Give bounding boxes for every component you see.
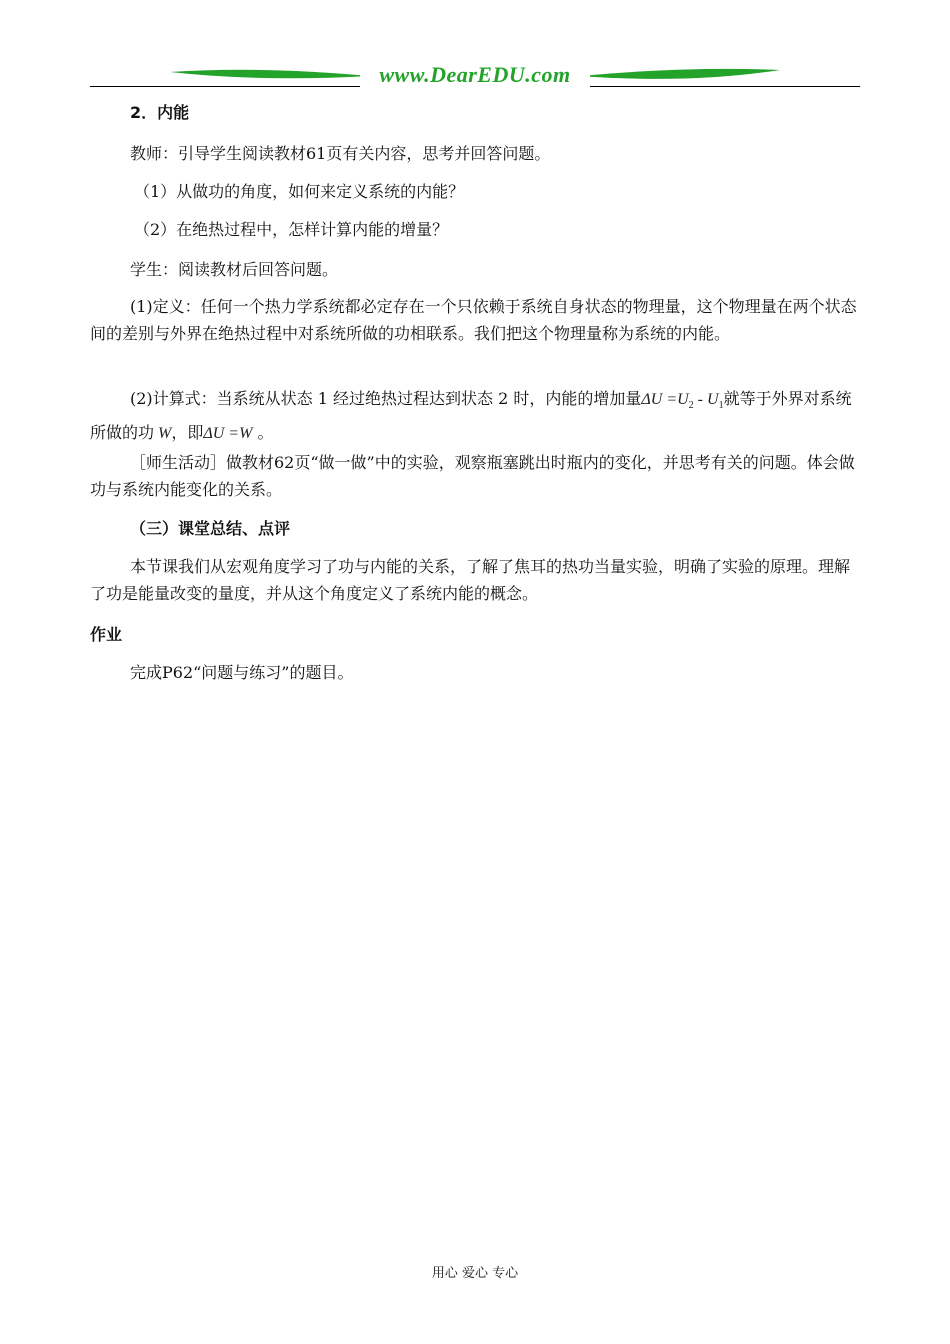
section-title-summary: （三）课堂总结、点评 — [130, 519, 291, 538]
formula-sub: 1 — [718, 400, 724, 412]
question-2: （2）在绝热过程中，怎样计算内能的增量？ — [134, 220, 449, 239]
summary-paragraph: 本节课我们从宏观角度学习了功与内能的关系，了解了焦耳的热功当量实验，明确了实验的原理。理解了功是能量改变的量度，并从这个角度定义了系统内能的概念。 — [90, 557, 851, 603]
student-answer-intro: 学生：阅读教材后回答问题。 — [130, 260, 339, 279]
formula-part: ΔU =U — [641, 391, 689, 408]
work-symbol: W — [154, 425, 172, 443]
logo-text: www.DearEDU.com — [360, 62, 590, 88]
formula-delta-u-equals-w: ΔU =W — [203, 425, 253, 443]
formula-sub: 2 — [688, 400, 694, 412]
calculation-paragraph — [90, 385, 860, 447]
formula-part: - U — [693, 391, 719, 408]
section-title-internal-energy: 2．内能 — [130, 103, 190, 122]
definition-paragraph: (1)定义：任何一个热力学系统都必定存在一个只依赖于系统自身状态的物理量，这个物理量在两个状态间的差别与外界在绝热过程中对系统所做的功相联系。我们把这个物理量称为系统的内能。 — [90, 297, 857, 343]
formula-delta-u — [641, 391, 724, 412]
activity-paragraph: ［师生活动］做教材62页“做一做”中的实验，观察瓶塞跳出时瓶内的变化，并思考有关的问题。体会做功与系统内能变化的关系。 — [90, 453, 855, 499]
calc-prefix: (2)计算式：当系统从状态 1 经过绝热过程达到状态 2 时，内能的增加量 — [130, 389, 642, 408]
site-logo — [170, 62, 780, 90]
homework-title: 作业 — [90, 625, 123, 644]
page-footer: 用心 爱心 专心 — [431, 1266, 519, 1281]
calc-mid2: ，即 — [171, 423, 204, 443]
calc-mid: 就等于外界对系统所做的功 — [90, 389, 852, 443]
question-1: （1）从做功的角度，如何来定义系统的内能？ — [134, 182, 465, 201]
homework-body: 完成P62“问题与练习”的题目。 — [130, 663, 354, 682]
calc-suffix: 。 — [252, 423, 274, 443]
teacher-intro: 教师：引导学生阅读教材61页有关内容，思考并回答问题。 — [130, 144, 551, 163]
